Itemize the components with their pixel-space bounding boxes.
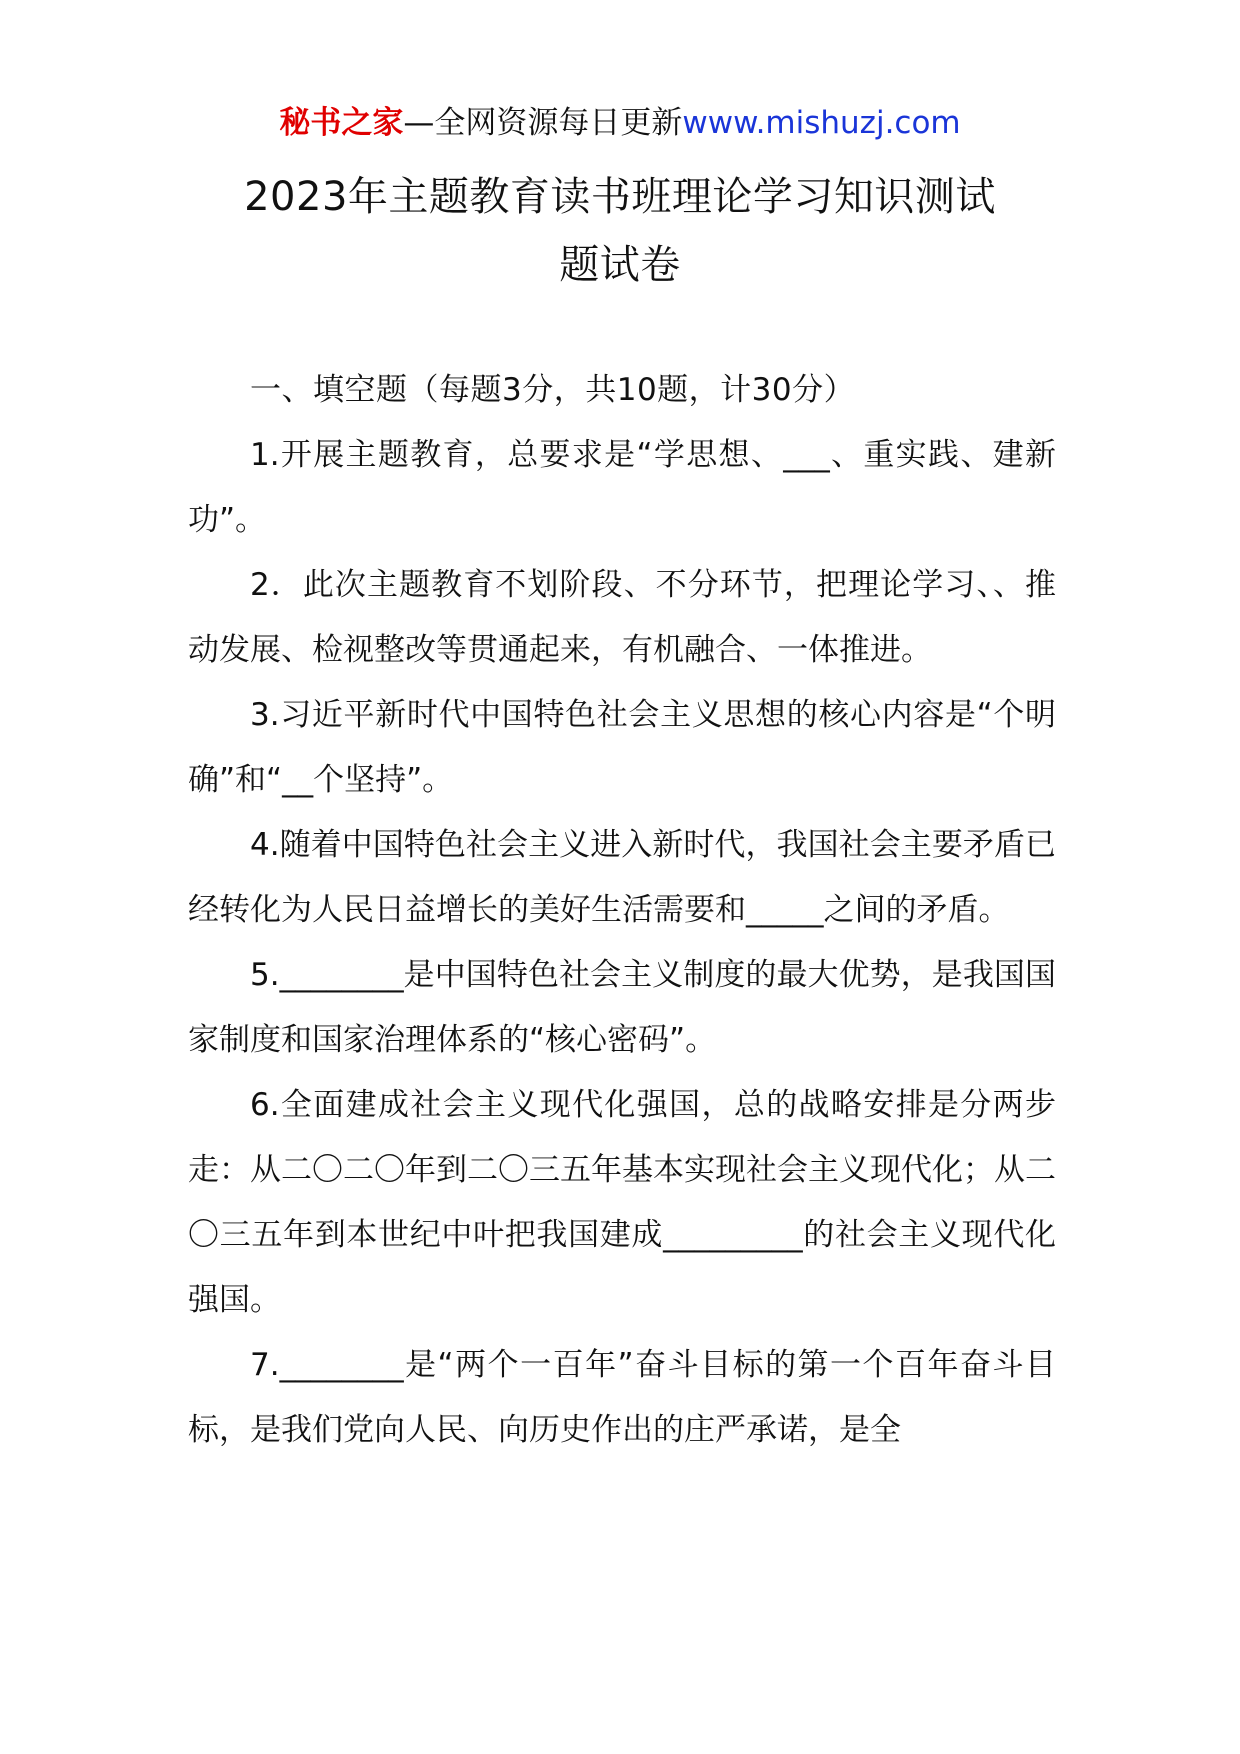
question-item-3: 3.习近平新时代中国特色社会主义思想的核心内容是“个明确”和“__个坚持”。 <box>188 697 1056 798</box>
question-item-5: 5.________是中国特色社会主义制度的最大优势，是我国国家制度和国家治理体系的“核心密码”。 <box>188 957 1056 1058</box>
question-item-1: 1.开展主题教育，总要求是“学思想、___、重实践、建新功”。 <box>188 437 1056 538</box>
document-title <box>150 163 1090 299</box>
question-item-6: 6.全面建成社会主义现代化强国，总的战略安排是分两步走：从二〇二〇年到二〇三五年基本实现社会主义现代化；从二〇三五年到本世纪中叶把我国建成_________的社会主义现代化强国。 <box>188 1087 1056 1318</box>
question-item-4: 4.随着中国特色社会主义进入新时代，我国社会主要矛盾已经转化为人民日益增长的美好生活需要和_____之间的矛盾。 <box>188 827 1056 928</box>
header-tagline: —全网资源每日更新 <box>403 105 683 141</box>
document-body <box>188 358 1056 1463</box>
header-banner <box>0 100 1240 146</box>
title-line-2: 题试卷 <box>559 242 681 288</box>
question-item-7: 7.________是“两个一百年”奋斗目标的第一个百年奋斗目标，是我们党向人民、向历史作出的庄严承诺，是全 <box>188 1347 1056 1448</box>
title-line-1: 2023年主题教育读书班理论学习知识测试 <box>244 174 996 220</box>
site-url-link[interactable]: www.mishuzj.com <box>682 105 961 141</box>
question-item-2: 2．此次主题教育不划阶段、不分环节，把理论学习、、推动发展、检视整改等贯通起来，有机融合、一体推进。 <box>188 567 1056 668</box>
brand-name: 秘书之家 <box>279 105 404 141</box>
section-heading: 一、填空题（每题3分，共10题，计30分） <box>250 372 856 408</box>
